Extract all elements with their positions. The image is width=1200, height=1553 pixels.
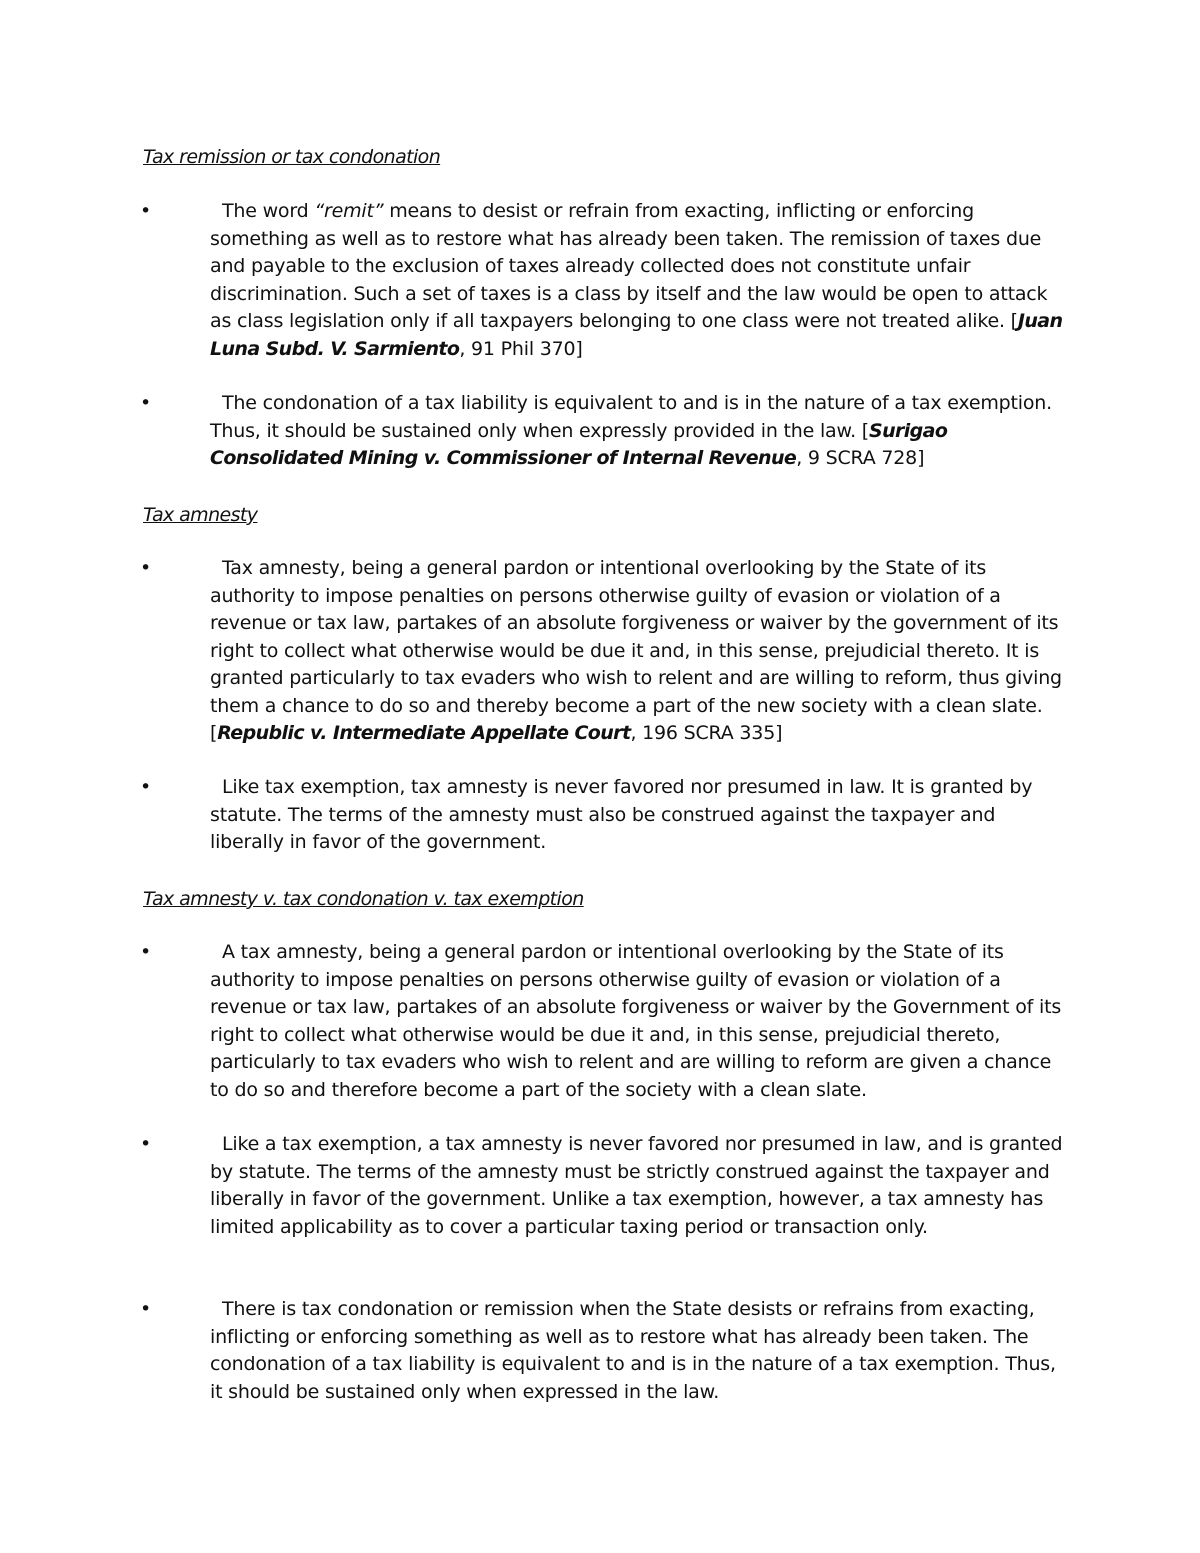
paragraph-text: The condonation of a tax liability is equivalent to and is in the nature of a tax exemption. Thus, it should be sustained only when expressly provided in the law. [ [210, 392, 1052, 442]
bullet-icon: • [140, 941, 152, 963]
paragraph-text: means to desist or refrain from exacting, inflicting or enforcing something as well as to restore what has already been taken. The remission of taxes due and payable to the exclusion of taxes already collected does not constitute unfair discrimination. Such a set of taxes is a class by itself and the law would be open to attack as class legislation only if all taxpayers belonging to one class were not treated alike. [ [210, 200, 1048, 332]
paragraph: Like tax exemption, tax amnesty is never favored nor presumed in law. It is granted by statute. The terms of the amnesty must also be construed against the taxpayer and liberally in favor of the government. [210, 776, 1033, 853]
case-citation: Republic v. Intermediate Appellate Court [217, 722, 631, 744]
list-item [140, 1131, 1070, 1241]
list-item [140, 555, 1070, 748]
paragraph: There is tax condonation or remission when the State desists or refrains from exacting, inflicting or enforcing something as well as to restore what has already been taken. The condonation of a tax liability is equivalent to and is in the nature of a tax exemption. Thus, it should be sustained only when expressed in the law. [210, 1298, 1056, 1403]
section-heading-comparison: Tax amnesty v. tax condonation v. tax exemption [143, 888, 584, 910]
bullet-icon: • [140, 200, 152, 222]
paragraph-text: Tax amnesty, being a general pardon or intentional overlooking by the State of its authority to impose penalties on persons otherwise guilty of evasion or violation of a revenue or tax law, partakes of an absolute forgiveness or waiver by the government of its right to collect what otherwise would be due it and, in this sense, prejudicial thereto. It is granted particularly to tax evaders who wish to relent and are willing to reform, thus giving them a chance to do so and thereby become a part of the new society with a clean slate. [ [210, 557, 1062, 744]
bullet-icon: • [140, 392, 152, 414]
bullet-icon: • [140, 1298, 152, 1320]
list-item [140, 198, 1070, 363]
citation-reference: , 9 SCRA 728] [796, 447, 925, 469]
paragraph: A tax amnesty, being a general pardon or intentional overlooking by the State of its authority to impose penalties on persons otherwise guilty of evasion or violation of a revenue or tax law, partakes of an absolute forgiveness or waiver by the Government of its right to collect what otherwise would be due it and, in this sense, prejudicial thereto, particularly to tax evaders who wish to relent and are willing to reform are given a chance to do so and therefore become a part of the society with a clean slate. [210, 941, 1062, 1101]
list-item [140, 1296, 1070, 1406]
paragraph [210, 555, 1070, 748]
section-heading-remission: Tax remission or tax condonation [143, 146, 441, 168]
list-item [140, 390, 1070, 473]
bullet-icon: • [140, 776, 152, 798]
list-item [140, 774, 1070, 857]
paragraph [210, 390, 1070, 473]
paragraph-text: The word [222, 200, 315, 222]
citation-reference: , 91 Phil 370] [459, 337, 583, 360]
paragraph [210, 198, 1070, 363]
paragraph: Like a tax exemption, a tax amnesty is never favored nor presumed in law, and is granted by statute. The terms of the amnesty must be strictly construed against the taxpayer and liberally in favor of the government. Unlike a tax exemption, however, a tax amnesty has limited applicability as to cover a particular taxing period or transaction only. [210, 1133, 1063, 1238]
case-citation: Juan Luna Subd. V. Sarmiento [210, 310, 1063, 360]
case-citation: Surigao Consolidated Mining v. Commissioner of Internal Revenue [210, 419, 948, 469]
bullet-icon: • [140, 557, 152, 579]
bullet-icon: • [140, 1133, 152, 1155]
quoted-term: “remit” [314, 200, 384, 222]
section-heading-amnesty: Tax amnesty [143, 504, 258, 526]
citation-reference: , 196 SCRA 335] [630, 722, 783, 744]
list-item [140, 939, 1070, 1104]
